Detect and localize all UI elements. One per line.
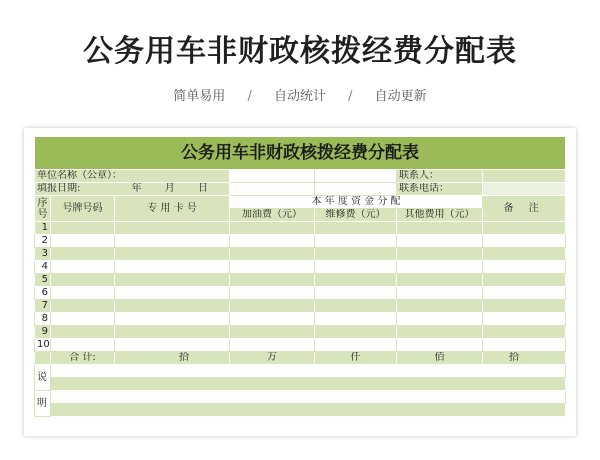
table-cell[interactable]: [230, 313, 315, 326]
row-number: 6: [35, 287, 51, 300]
table-cell[interactable]: [397, 300, 483, 313]
table-cell[interactable]: [115, 339, 230, 352]
separator: /: [247, 89, 252, 104]
table-cell[interactable]: [230, 287, 315, 300]
table-cell[interactable]: [230, 300, 315, 313]
table-row: [35, 274, 566, 287]
unit-name-label: 单位名称（公章）：: [35, 170, 230, 183]
table-cell[interactable]: [51, 339, 115, 352]
feature-item: 自动统计: [273, 89, 326, 104]
table-row: [35, 287, 566, 300]
contact-label: 联系人：: [397, 170, 483, 183]
row-number: 9: [35, 326, 51, 339]
table-cell[interactable]: [397, 248, 483, 261]
notes-label-1: 说: [35, 365, 51, 391]
table-cell[interactable]: [483, 287, 566, 300]
table-row: [35, 326, 566, 339]
notes-cell[interactable]: [51, 378, 566, 391]
table-cell[interactable]: [397, 274, 483, 287]
feature-item: 自动更新: [374, 89, 427, 104]
blank-cell[interactable]: [315, 183, 397, 196]
table-cell[interactable]: [115, 235, 230, 248]
feature-list: [0, 85, 600, 104]
table-cell[interactable]: [230, 261, 315, 274]
total-seq: [35, 352, 51, 365]
table-cell[interactable]: [483, 326, 566, 339]
table-cell[interactable]: [315, 287, 397, 300]
table-cell[interactable]: [230, 222, 315, 235]
total-unit: 仟: [315, 352, 397, 365]
notes-cell[interactable]: [51, 365, 566, 378]
table-cell[interactable]: [483, 339, 566, 352]
table-cell[interactable]: [51, 313, 115, 326]
date-row: [35, 183, 230, 196]
table-row: [35, 313, 566, 326]
table-cell[interactable]: [230, 274, 315, 287]
table-cell[interactable]: [51, 287, 115, 300]
table-cell[interactable]: [483, 261, 566, 274]
table-cell[interactable]: [483, 235, 566, 248]
notes-cell[interactable]: [51, 391, 566, 404]
total-unit: 拾: [115, 352, 230, 365]
row-number: 3: [35, 248, 51, 261]
spreadsheet-preview: [24, 128, 576, 436]
table-cell[interactable]: [115, 261, 230, 274]
table-row: [35, 222, 566, 235]
table-cell[interactable]: [51, 274, 115, 287]
total-unit: 拾: [483, 352, 566, 365]
table-cell[interactable]: [51, 261, 115, 274]
table-cell[interactable]: [483, 300, 566, 313]
table-cell[interactable]: [51, 326, 115, 339]
data-rows: [35, 222, 566, 352]
feature-item: 简单易用: [173, 89, 226, 104]
contact-cell[interactable]: [483, 170, 566, 183]
table-cell[interactable]: [230, 339, 315, 352]
table-cell[interactable]: [315, 261, 397, 274]
table-cell[interactable]: [315, 274, 397, 287]
table-cell[interactable]: [397, 287, 483, 300]
unit-name-cell[interactable]: [230, 170, 315, 183]
table-cell[interactable]: [230, 248, 315, 261]
allocation-table: [34, 136, 566, 417]
sheet-title: 公务用车非财政核拨经费分配表: [35, 137, 566, 170]
table-cell[interactable]: [115, 300, 230, 313]
row-number: 4: [35, 261, 51, 274]
total-unit: 万: [230, 352, 315, 365]
table-row: [35, 235, 566, 248]
table-cell[interactable]: [397, 261, 483, 274]
table-cell[interactable]: [51, 248, 115, 261]
date-year: 年: [131, 183, 142, 194]
row-number: 1: [35, 222, 51, 235]
table-cell[interactable]: [483, 313, 566, 326]
table-cell[interactable]: [397, 313, 483, 326]
table-cell[interactable]: [397, 326, 483, 339]
table-cell[interactable]: [315, 248, 397, 261]
table-cell[interactable]: [115, 326, 230, 339]
col-repair: 维修费（元）: [315, 209, 397, 222]
col-other: 其他费用（元）: [397, 209, 483, 222]
blank-cell[interactable]: [315, 170, 397, 183]
row-number: 5: [35, 274, 51, 287]
table-cell[interactable]: [115, 287, 230, 300]
table-row: [35, 339, 566, 352]
blank-cell[interactable]: [230, 183, 315, 196]
notes-cell[interactable]: [51, 404, 566, 417]
table-cell[interactable]: [115, 313, 230, 326]
page-title: 公务用车非财政核拨经费分配表: [83, 34, 517, 69]
date-label: 填报日期:: [37, 183, 81, 194]
table-cell[interactable]: [397, 235, 483, 248]
table-cell[interactable]: [397, 339, 483, 352]
table-cell[interactable]: [483, 222, 566, 235]
notes-label-2: 明: [35, 391, 51, 417]
col-seq: 序号: [35, 196, 51, 222]
row-number: 7: [35, 300, 51, 313]
table-row: [35, 248, 566, 261]
total-label: 合 计:: [51, 352, 115, 365]
col-plate: 号牌号码: [51, 196, 115, 222]
col-card: 专 用 卡 号: [115, 196, 230, 222]
row-number: 10: [35, 339, 51, 352]
table-cell[interactable]: [115, 248, 230, 261]
table-row: [35, 300, 566, 313]
table-cell[interactable]: [315, 235, 397, 248]
table-cell[interactable]: [315, 339, 397, 352]
table-cell[interactable]: [315, 313, 397, 326]
table-cell[interactable]: [315, 326, 397, 339]
table-cell[interactable]: [51, 300, 115, 313]
col-funds: 本 年 度 资 金 分 配: [230, 196, 483, 209]
table-row: [35, 261, 566, 274]
separator: /: [348, 89, 353, 104]
table-cell[interactable]: [315, 300, 397, 313]
row-number: 8: [35, 313, 51, 326]
total-unit: 佰: [397, 352, 483, 365]
col-fuel: 加油费（元）: [230, 209, 315, 222]
table-cell[interactable]: [483, 248, 566, 261]
table-cell[interactable]: [51, 235, 115, 248]
date-month: 月: [164, 183, 175, 194]
date-day: 日: [197, 183, 208, 194]
table-cell[interactable]: [230, 326, 315, 339]
row-number: 2: [35, 235, 51, 248]
table-cell[interactable]: [483, 274, 566, 287]
table-cell[interactable]: [397, 222, 483, 235]
table-cell[interactable]: [115, 222, 230, 235]
table-cell[interactable]: [315, 222, 397, 235]
table-cell[interactable]: [115, 274, 230, 287]
phone-cell[interactable]: [483, 183, 566, 196]
table-cell[interactable]: [230, 235, 315, 248]
table-cell[interactable]: [51, 222, 115, 235]
phone-label: 联系电话：: [397, 183, 483, 196]
col-remark: 备 注: [483, 196, 566, 222]
